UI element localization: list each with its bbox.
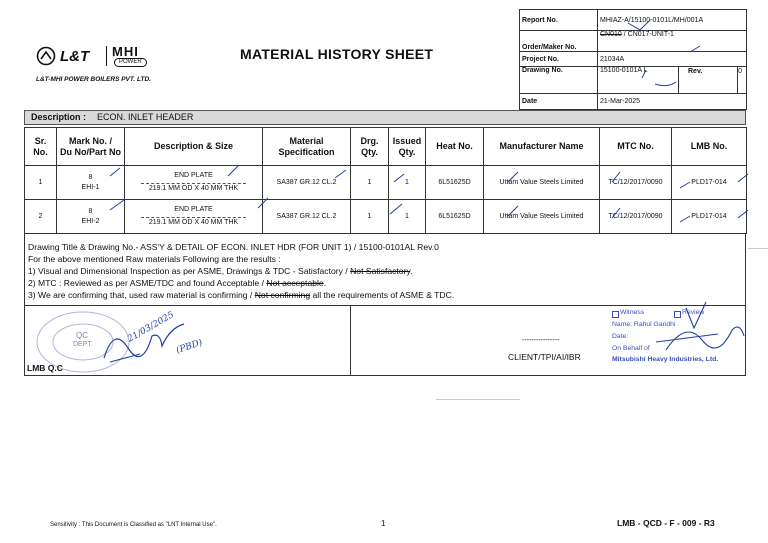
stray-rule-right — [748, 248, 768, 249]
date-label: Date — [520, 94, 598, 110]
mhi-company: Mitsubishi Heavy Industries, Ltd. — [612, 356, 719, 363]
cell-drg-qty: 1 — [351, 200, 389, 234]
cell-material: SA387 GR.12 CL.2 — [263, 200, 351, 234]
order-no-sep: / — [621, 31, 628, 38]
handwritten-date: 21/03/2025 — [126, 310, 176, 345]
col-lmb: LMB No. — [672, 128, 747, 166]
col-heat: Heat No. — [426, 128, 484, 166]
logo-divider — [106, 46, 107, 66]
footer-page-number: 1 — [381, 519, 386, 528]
mhi-name: Name: Rahul Gandhi — [612, 321, 676, 328]
logo-mhi-text: MHI — [112, 44, 139, 59]
client-label: CLIENT/TPI/AI/IBR — [508, 352, 581, 362]
table-row — [25, 200, 747, 234]
cell-heat: 6L51625D — [426, 166, 484, 200]
rev-divider-2 — [737, 66, 738, 93]
note-drawing-title: Drawing Title & Drawing No.- ASS'Y & DETAIL OF ECON. INLET HDR (FOR UNIT 1) / 15100-0101AL Rev.0 — [28, 242, 439, 252]
cell-manufacturer: Uttam Value Steels Limited — [484, 200, 600, 234]
stray-rule — [436, 399, 520, 400]
footer-form-code: LMB - QCD - F - 009 - R3 — [617, 518, 715, 528]
description-bar — [24, 110, 746, 125]
logo-power-text: POWER — [114, 58, 147, 67]
note-2: 2) MTC : Reviewed as per ASME/TDC and found Acceptable / Not acceptable. — [28, 278, 327, 288]
cell-mtc: TC/12/2017/0090 — [600, 166, 672, 200]
logo-lt-text: L&T — [60, 48, 90, 65]
stamp-text-top: QC — [76, 331, 88, 340]
signature-divider — [350, 306, 351, 376]
drawing-no-cell — [598, 67, 747, 94]
report-no-label: Report No. — [520, 10, 598, 31]
review-label: Review — [682, 309, 705, 316]
project-no-value: 21034A — [598, 52, 747, 67]
drawing-no-value: 15100-0101A L — [600, 67, 648, 74]
mhi-witness-block — [612, 308, 742, 374]
witness-checkbox-icon — [612, 311, 619, 318]
rev-divider — [678, 66, 679, 93]
col-desc: Description & Size — [125, 128, 263, 166]
review-checkbox-icon — [674, 311, 681, 318]
col-manufacturer: Manufacturer Name — [484, 128, 600, 166]
witness-label: Witness — [620, 309, 645, 316]
table-row — [25, 166, 747, 200]
order-no-struck: CN010 — [600, 31, 622, 38]
lmb-qc-label: LMB Q.C — [27, 363, 63, 373]
project-no-label: Project No. — [520, 52, 598, 67]
page-title: MATERIAL HISTORY SHEET — [240, 46, 434, 62]
cell-sr: 1 — [25, 166, 57, 200]
order-no-cell — [598, 31, 747, 52]
rev-label: Rev. — [688, 68, 703, 75]
order-no-label: Order/Maker No. — [520, 31, 598, 52]
cell-issued-qty: 1 — [389, 166, 426, 200]
cell-heat: 6L51625D — [426, 200, 484, 234]
cell-issued-qty: 1 — [389, 200, 426, 234]
footer-sensitivity: Sensitivity : This Document is Classified as "LNT Internal Use". — [50, 522, 217, 528]
stamp-text-bottom: DEPT. — [73, 341, 93, 348]
order-no-value: CN017-UNIT-1 — [627, 31, 674, 38]
lt-logo-icon — [36, 46, 56, 66]
cell-mtc: TC/12/2017/0090 — [600, 200, 672, 234]
note-intro: For the above mentioned Raw materials Following are the results : — [28, 254, 281, 264]
date-value: 21-Mar-2025 — [598, 94, 747, 110]
logo — [36, 46, 186, 68]
cell-manufacturer: Uttam Value Steels Limited — [484, 166, 600, 200]
cell-mark: 8 EHI-1 — [57, 166, 125, 200]
company-name: L&T-MHI POWER BOILERS PVT. LTD. — [36, 76, 151, 83]
client-dash: ---------------- — [522, 337, 560, 344]
material-table — [24, 127, 747, 234]
note-1: 1) Visual and Dimensional Inspection as per ASME, Drawings & TDC - Satisfactory / Not Satisfactory. — [28, 266, 413, 276]
drawing-no-label: Drawing No. — [520, 67, 598, 94]
cell-drg-qty: 1 — [351, 166, 389, 200]
cell-material: SA387 GR.12 CL.2 — [263, 166, 351, 200]
notes-box — [24, 234, 746, 306]
col-sr: Sr. No. — [25, 128, 57, 166]
rev-value: 0 — [738, 68, 742, 75]
col-mark: Mark No. / Du No/Part No — [57, 128, 125, 166]
info-table — [519, 9, 747, 110]
cell-desc: END PLATE 219.1 MM OD X 40 MM THK — [125, 166, 263, 200]
col-material: Material Specification — [263, 128, 351, 166]
cell-lmb: PLD17-014 — [672, 166, 747, 200]
description-label: Description : — [31, 112, 87, 122]
cell-sr: 2 — [25, 200, 57, 234]
mhi-behalf: On Behalf of — [612, 345, 650, 352]
col-drg-qty: Drg. Qty. — [351, 128, 389, 166]
cell-desc: END PLATE 219.1 MM OD X 40 MM THK — [125, 200, 263, 234]
col-issued-qty: Issued Qty. — [389, 128, 426, 166]
cell-lmb: PLD17-014 — [672, 200, 747, 234]
table-header-row — [25, 128, 747, 166]
note-3: 3) We are confirming that, used raw material is confirming / Not confirming all the requirements of ASME & TDC. — [28, 290, 455, 300]
report-no-value: MHIAZ-A/15100-0101L/MH/001A — [598, 10, 747, 31]
cell-mark: 8 EHI-2 — [57, 200, 125, 234]
description-value: ECON. INLET HEADER — [97, 112, 194, 122]
handwritten-note: (PBD) — [175, 338, 204, 356]
col-mtc: MTC No. — [600, 128, 672, 166]
mhi-date: Date: — [612, 333, 629, 340]
